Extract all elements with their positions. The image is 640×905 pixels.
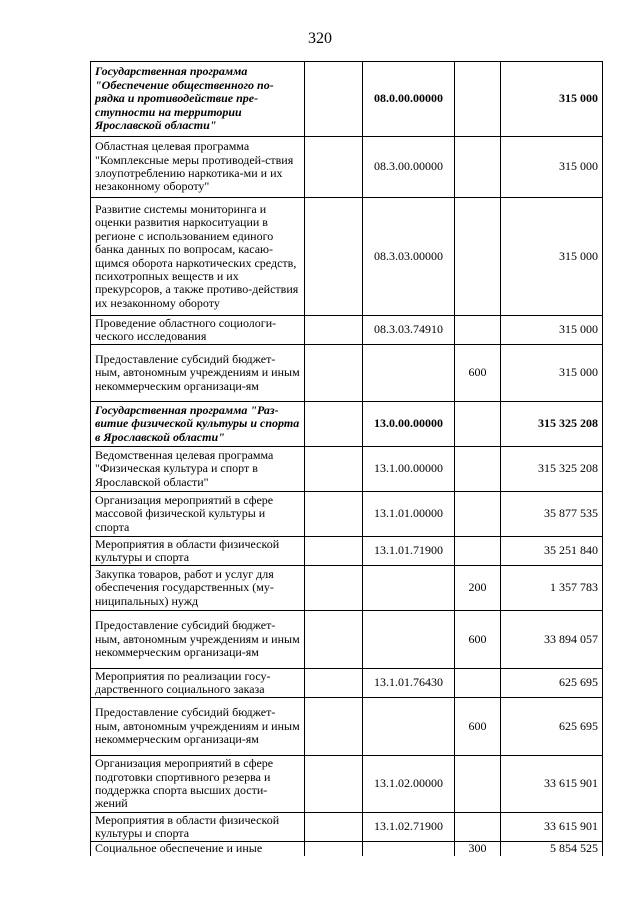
table-row (91, 198, 603, 316)
row-code (363, 566, 455, 611)
row-amount: 315 000 (501, 316, 603, 345)
row-expense-type (455, 198, 501, 316)
table-row (91, 698, 603, 756)
row-expense-type (455, 669, 501, 698)
row-code: 13.1.02.00000 (363, 756, 455, 813)
row-code: 08.3.03.74910 (363, 316, 455, 345)
page-number: 320 (308, 30, 332, 47)
row-empty-cell (305, 669, 363, 698)
row-name: Организация мероприятий в сфере массовой физической культуры и спорта (91, 492, 305, 537)
row-empty-cell (305, 316, 363, 345)
row-empty-cell (305, 345, 363, 402)
row-amount: 315 000 (501, 198, 603, 316)
program-row (91, 62, 603, 137)
row-empty-cell (305, 566, 363, 611)
row-amount: 315 000 (501, 345, 603, 402)
row-amount: 33 615 901 (501, 813, 603, 842)
row-code: 13.1.01.71900 (363, 537, 455, 566)
row-amount: 315 000 (501, 137, 603, 198)
row-name: Государственная программа "Раз-витие физической культуры и спорта в Ярославской области" (91, 402, 305, 447)
table-row (91, 756, 603, 813)
row-code (363, 698, 455, 756)
row-empty-cell (305, 402, 363, 447)
row-expense-type (455, 402, 501, 447)
table-row (91, 566, 603, 611)
row-empty-cell (305, 198, 363, 316)
row-code: 13.1.02.71900 (363, 813, 455, 842)
row-expense-type (455, 537, 501, 566)
table-row (91, 447, 603, 492)
table-row (91, 137, 603, 198)
row-name: Развитие системы мониторинга и оценки развития наркоситуации в регионе с использованием единого банка данных по вопросам, касаю-щимся оборота наркотических средств, психотропных веществ и их прекурсоров, а также противо-действия их незаконному обороту (91, 198, 305, 316)
row-name: Областная целевая программа "Комплексные меры противодей-ствия злоупотреблению наркотика-ми и их незаконному обороту" (91, 137, 305, 198)
row-expense-type (455, 447, 501, 492)
row-empty-cell (305, 611, 363, 669)
row-empty-cell (305, 62, 363, 137)
row-expense-type: 600 (455, 345, 501, 402)
budget-table (90, 61, 603, 856)
row-code (363, 611, 455, 669)
row-expense-type (455, 62, 501, 137)
table-row (91, 813, 603, 842)
row-name: Социальное обеспечение и иные (91, 842, 305, 856)
table-row (91, 345, 603, 402)
row-empty-cell (305, 137, 363, 198)
row-amount: 33 615 901 (501, 756, 603, 813)
row-code: 08.3.03.00000 (363, 198, 455, 316)
row-amount: 315 000 (501, 62, 603, 137)
row-name: Предоставление субсидий бюджет-ным, автономным учреждениям и иным некоммерческим организаци-ям (91, 698, 305, 756)
table-row (91, 842, 603, 856)
row-name: Ведомственная целевая программа "Физическая культура и спорт в Ярославской области" (91, 447, 305, 492)
row-amount: 33 894 057 (501, 611, 603, 669)
row-empty-cell (305, 813, 363, 842)
row-amount: 315 325 208 (501, 447, 603, 492)
row-amount: 625 695 (501, 669, 603, 698)
row-expense-type: 200 (455, 566, 501, 611)
row-code: 08.0.00.00000 (363, 62, 455, 137)
row-amount: 35 877 535 (501, 492, 603, 537)
row-empty-cell (305, 842, 363, 856)
budget-table-body (91, 62, 603, 856)
row-name: Организация мероприятий в сфере подготовки спортивного резерва и поддержка спорта высших дости-жений (91, 756, 305, 813)
row-expense-type: 600 (455, 611, 501, 669)
row-code: 08.3.00.00000 (363, 137, 455, 198)
row-name: Государственная программа "Обеспечение общественного по-рядка и противодействие пре-ступности на территории Ярославской области" (91, 62, 305, 137)
row-amount: 315 325 208 (501, 402, 603, 447)
row-name: Мероприятия в области физической культуры и спорта (91, 537, 305, 566)
row-empty-cell (305, 447, 363, 492)
row-expense-type: 300 (455, 842, 501, 856)
row-name: Мероприятия по реализации госу-дарственного социального заказа (91, 669, 305, 698)
row-expense-type (455, 813, 501, 842)
table-row (91, 537, 603, 566)
row-name: Проведение областного социологи-ческого исследования (91, 316, 305, 345)
row-empty-cell (305, 756, 363, 813)
row-empty-cell (305, 698, 363, 756)
row-name: Мероприятия в области физической культуры и спорта (91, 813, 305, 842)
table-row (91, 316, 603, 345)
row-name: Предоставление субсидий бюджет-ным, автономным учреждениям и иным некоммерческим организаци-ям (91, 345, 305, 402)
row-amount: 5 854 525 (501, 842, 603, 856)
row-name: Закупка товаров, работ и услуг для обеспечения государственных (му-ниципальных) нужд (91, 566, 305, 611)
row-amount: 35 251 840 (501, 537, 603, 566)
table-row (91, 669, 603, 698)
row-expense-type (455, 316, 501, 345)
row-expense-type (455, 137, 501, 198)
row-name: Предоставление субсидий бюджет-ным, автономным учреждениям и иным некоммерческим организаци-ям (91, 611, 305, 669)
row-empty-cell (305, 492, 363, 537)
row-amount: 1 357 783 (501, 566, 603, 611)
table-row (91, 492, 603, 537)
row-amount: 625 695 (501, 698, 603, 756)
row-code: 13.1.01.76430 (363, 669, 455, 698)
row-code: 13.0.00.00000 (363, 402, 455, 447)
row-empty-cell (305, 537, 363, 566)
row-code (363, 345, 455, 402)
row-code: 13.1.01.00000 (363, 492, 455, 537)
row-expense-type (455, 492, 501, 537)
table-row (91, 611, 603, 669)
row-code (363, 842, 455, 856)
row-expense-type (455, 756, 501, 813)
row-expense-type: 600 (455, 698, 501, 756)
row-code: 13.1.00.00000 (363, 447, 455, 492)
program-row (91, 402, 603, 447)
